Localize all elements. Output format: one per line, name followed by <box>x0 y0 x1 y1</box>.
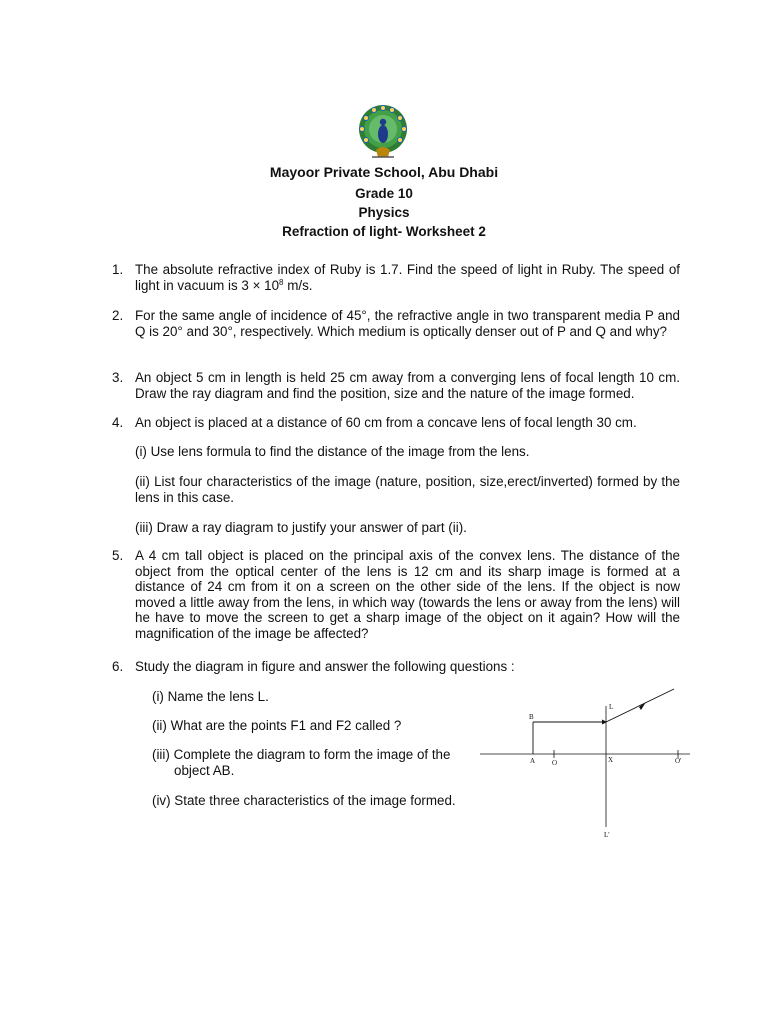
question-6-part-iv: (iv) State three characteristics of the image formed. <box>152 793 456 808</box>
question-number: 5. <box>112 548 124 563</box>
label-x: X <box>608 756 614 764</box>
question-number: 2. <box>112 308 124 323</box>
exponent: 8 <box>279 277 284 287</box>
label-l: L <box>609 703 614 711</box>
refracted-ray <box>606 689 674 722</box>
question-text: Study the diagram in figure and answer the following questions : <box>135 659 515 674</box>
question-text: For the same angle of incidence of 45°, the refractive angle in two transparent media P and Q is 20° and 30°, respectively. Which medium is optically denser out of P and Q and why? <box>135 308 680 339</box>
question-4-part-i: (i) Use lens formula to find the distance of the image from the lens. <box>135 444 530 459</box>
question-6-part-i: (i) Name the lens L. <box>152 689 269 704</box>
question-number: 4. <box>112 415 124 430</box>
question-6-part-iii-line1: (iii) Complete the diagram to form the image of the <box>152 747 451 762</box>
lens-ray-diagram <box>476 684 696 844</box>
question-text: A 4 cm tall object is placed on the principal axis of the convex lens. The distance of the object from the optical center of the lens is 12 cm and its sharp image is formed at a distance of 24 cm from it on a screen on the other side of the lens. If the object is now moved a little away from the lens, in which way (towards the lens or away from the lens) will he have to move the screen to get a sharp image of the object on it again? How will the magnification of the image be affected? <box>135 548 680 641</box>
question-2 <box>112 308 680 339</box>
question-4-part-iii: (iii) Draw a ray diagram to justify your answer of part (ii). <box>135 520 467 535</box>
question-number: 6. <box>112 659 124 674</box>
question-text-end: m/s. <box>283 277 313 293</box>
grade-heading: Grade 10 <box>355 186 413 201</box>
label-a: A <box>530 757 536 765</box>
question-6 <box>112 659 680 675</box>
question-6-part-iii-line2: object AB. <box>174 762 235 778</box>
question-text: The absolute refractive index of Ruby is 1.7. Find the speed of light in Ruby. The speed of light in vacuum is 3 × 10 <box>135 262 680 293</box>
question-text: An object is placed at a distance of 60 cm from a concave lens of focal length 30 cm. <box>135 415 637 430</box>
question-number: 3. <box>112 370 124 385</box>
question-text: An object 5 cm in length is held 25 cm away from a converging lens of focal length 10 cm. Draw the ray diagram and find the position, size and the nature of the image formed. <box>135 370 680 401</box>
question-number: 1. <box>112 262 124 277</box>
question-3 <box>112 370 680 401</box>
label-o: O <box>552 759 558 767</box>
question-4 <box>112 415 680 431</box>
question-5 <box>112 548 680 642</box>
worksheet-title: Refraction of light- Worksheet 2 <box>282 224 486 239</box>
question-4-part-ii: (ii) List four characteristics of the image (nature, position, size,erect/inverted) formed by the lens in this case. <box>135 474 680 505</box>
label-o-prime: O' <box>675 757 682 765</box>
label-b: B <box>529 713 534 721</box>
refracted-ray-arrow <box>639 702 646 710</box>
subject-heading: Physics <box>358 205 410 220</box>
question-1 <box>112 262 680 293</box>
label-l-prime: L' <box>604 831 610 839</box>
school-name: Mayoor Private School, Abu Dhabi <box>269 164 499 180</box>
question-6-part-iii <box>152 747 472 778</box>
peacock-logo <box>354 104 412 162</box>
question-6-part-ii: (ii) What are the points F1 and F2 called ? <box>152 718 402 733</box>
